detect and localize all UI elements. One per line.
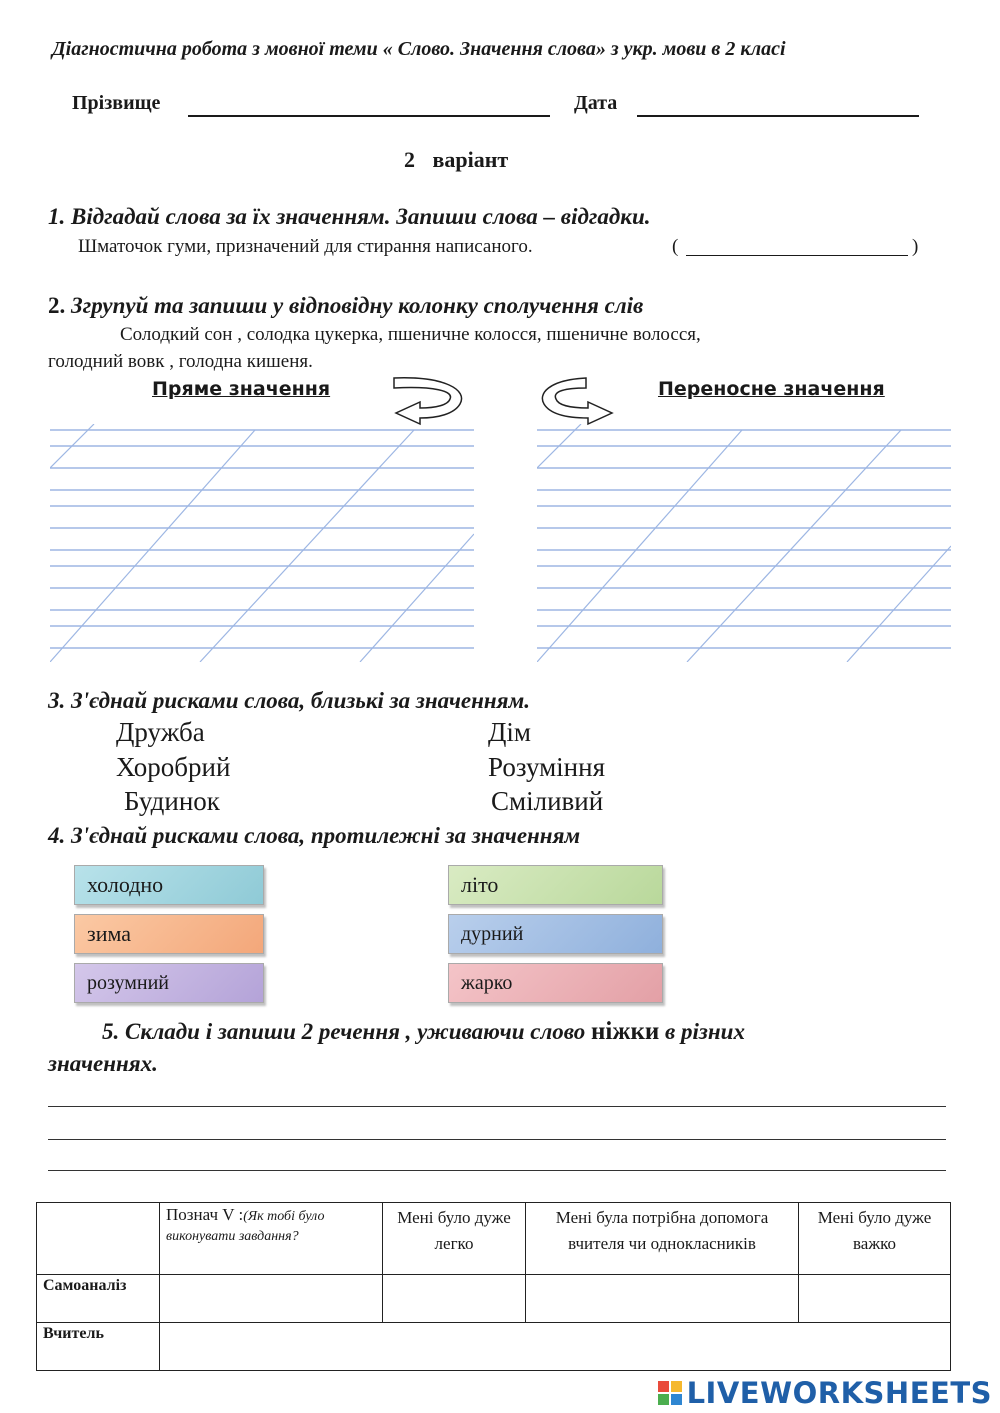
row-teacher-label: Вчитель	[37, 1323, 160, 1371]
task4-right-box[interactable]: жарко	[448, 963, 663, 1003]
task4-left-box[interactable]: зима	[74, 914, 264, 954]
task2-title-text: Згрупуй та запиши у відповідну колонку сполучення слів	[71, 293, 644, 318]
logo-text: LIVEWORKSHEETS	[686, 1376, 992, 1410]
task3-right-word[interactable]: Дім	[488, 717, 532, 747]
task4-title: 4. З'єднай рисками слова, протилежні за значенням	[48, 823, 581, 848]
figurative-meaning-writing-area[interactable]	[537, 424, 951, 662]
task4-right-box[interactable]: літо	[448, 865, 663, 905]
variant-heading: 2 варіант	[404, 147, 509, 172]
direct-meaning-writing-area[interactable]	[50, 424, 474, 662]
task5-prefix: 5. Склади і запиши 2 речення , уживаючи слово	[102, 1019, 591, 1044]
mark-label: Познач V :	[166, 1205, 244, 1224]
task2-title	[48, 293, 643, 319]
task4-left-box[interactable]: розумний	[74, 963, 264, 1003]
self-help-cell[interactable]	[526, 1275, 799, 1323]
task5-suffix: в різних	[659, 1019, 745, 1044]
task3-right-word[interactable]: Розуміння	[488, 752, 605, 782]
task5-title-line2: значеннях.	[48, 1051, 158, 1076]
task3-title: 3. З'єднай рисками слова, близькі за значенням.	[48, 688, 530, 713]
self-mark-cell[interactable]	[160, 1275, 383, 1323]
mark-instruction-cell	[160, 1203, 383, 1275]
col-easy-header: Мені було дуже легко	[383, 1203, 526, 1275]
col-hard-header: Мені було дуже важко	[799, 1203, 951, 1275]
curved-arrow-left-icon	[390, 372, 470, 428]
self-hard-cell[interactable]	[799, 1275, 951, 1323]
task2-text-line2: голодний вовк , голодна кишеня.	[48, 351, 313, 372]
task3-left-word[interactable]: Будинок	[124, 786, 220, 816]
task4-left-box[interactable]: холодно	[74, 865, 264, 905]
table-corner-cell	[37, 1203, 160, 1275]
task4-right-box[interactable]: дурний	[448, 914, 663, 954]
task1-riddle: Шматочок гуми, призначений для стирання написаного.	[78, 236, 533, 257]
task3-right-word[interactable]: Сміливий	[491, 786, 604, 816]
surname-label: Прізвище	[72, 92, 161, 114]
surname-field[interactable]	[188, 115, 550, 117]
answer-line[interactable]	[48, 1106, 946, 1107]
task3-left-word[interactable]: Дружба	[116, 717, 205, 747]
direct-meaning-heading: Пряме значення	[152, 378, 331, 400]
self-easy-cell[interactable]	[383, 1275, 526, 1323]
date-label: Дата	[574, 92, 618, 114]
teacher-cell[interactable]	[160, 1323, 951, 1371]
task5-title	[102, 1018, 745, 1046]
answer-line[interactable]	[48, 1170, 946, 1171]
task1-title: 1. Відгадай слова за їх значенням. Запиши слова – відгадки.	[48, 204, 651, 229]
logo-cubes-icon	[658, 1381, 682, 1405]
worksheet-title: Діагностична робота з мовної теми « Слово. Значення слова» з укр. мови в 2 класі	[52, 38, 786, 60]
task5-keyword: ніжки	[590, 1018, 660, 1045]
date-field[interactable]	[637, 115, 919, 117]
task2-number: 2.	[48, 293, 66, 318]
task3-left-word[interactable]: Хоробрий	[116, 752, 231, 782]
task1-answer-field[interactable]	[686, 255, 908, 256]
mark-hint: (Як тобі було виконувати завдання?	[166, 1209, 325, 1244]
curved-arrow-right-icon	[538, 372, 618, 428]
liveworksheets-logo[interactable]	[658, 1376, 992, 1410]
task1-answer-close: )	[912, 236, 919, 257]
figurative-meaning-heading: Переносне значення	[658, 378, 885, 400]
row-self-label: Самоаналіз	[37, 1275, 160, 1323]
col-help-header: Мені була потрібна допомога вчителя чи однокласників	[526, 1203, 799, 1275]
self-analysis-table	[36, 1202, 951, 1371]
task2-text-line1: Солодкий сон , солодка цукерка, пшеничне колосся, пшеничне волосся,	[120, 324, 701, 345]
answer-line[interactable]	[48, 1139, 946, 1140]
task1-answer-open: (	[672, 236, 679, 257]
